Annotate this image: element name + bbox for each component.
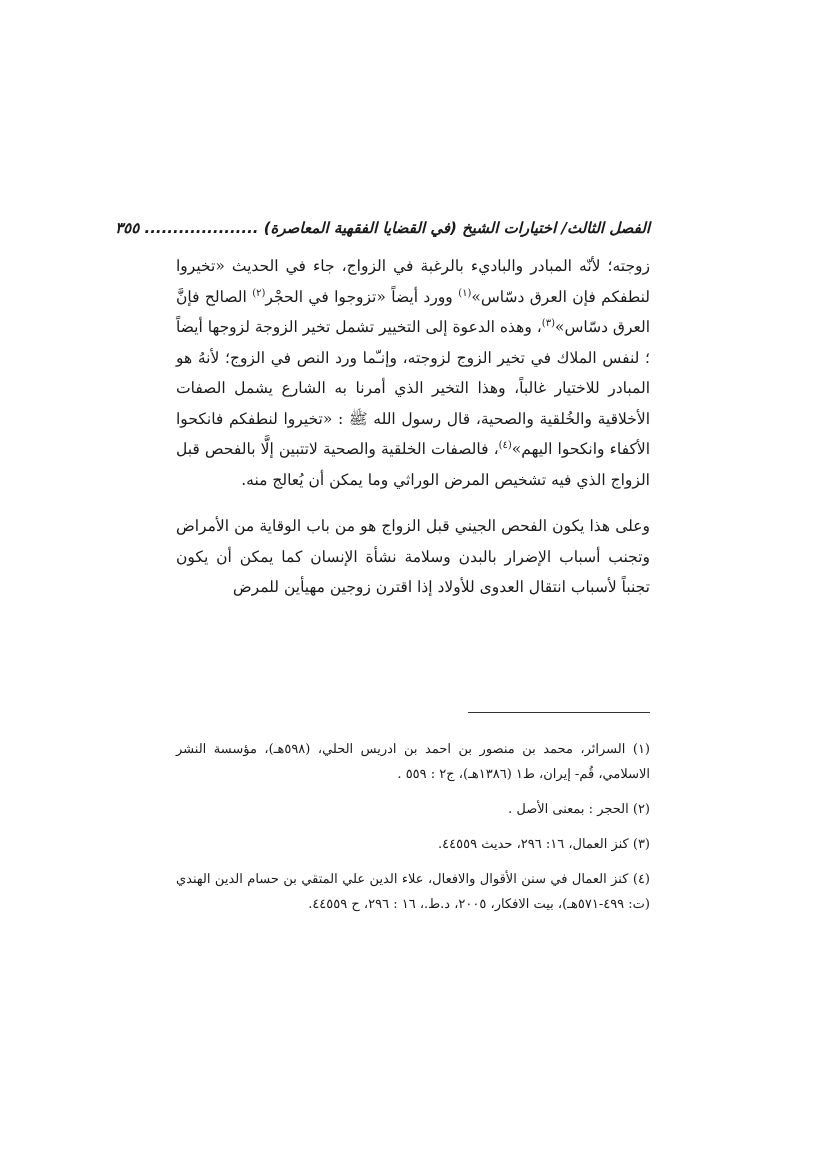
footnote-ref-4: (٤) xyxy=(498,439,512,451)
main-text xyxy=(176,251,650,603)
paragraph-1 xyxy=(176,251,650,495)
footnote-divider xyxy=(468,712,650,713)
paragraph-1-part-b: وورد أيضاً «تزوجوا في الحجْر xyxy=(265,287,459,306)
footnote-ref-3: (٣) xyxy=(541,317,555,329)
footnote-4: (٤) كنز العمال في سنن الأقوال والافعال، علاء الدين علي المتقي بن حسام الدين الهندي (ت: ٤٩٩-٥٧١هـ)، بيت الافكار، ٢٠٠٥، د.ط.، ١٦ : ٢٩٦، ح ٤٤٥٥٩. xyxy=(176,872,650,912)
paragraph-1-part-e: ، فالصفات الخلقية والصحية لاتتبين إلَّا بالفحص قبل الزواج الذي فيه تشخيص المرض الوراثي وما يمكن أن يُعالج منه. xyxy=(176,440,650,489)
footnote-ref-2: (٢) xyxy=(252,287,266,299)
running-header: الفصل الثالث/ اختيارات الشيخ (في القضايا الفقهية المعاصرة) .................... ٣٥٥ xyxy=(115,219,650,237)
paragraph-1-part-d: ، وهذه الدعوة إلى التخيير تشمل تخير الزوجة لزوجها أيضاً ؛ لنفس الملاك في تخير الزوج لزوجته، وإنـّما ورد النص في الزوج؛ لأنهُ هو المبادر للاختيار غالباً، وهذا التخير الذي أمرنا به الشارع يشمل الصفات الأخلاقية والخُلقية والصحية، قال رسول الله ﷺ : «تخيروا لنطفكم فانكحوا الأكفاء وانكحوا اليهم» xyxy=(176,318,650,458)
footnote-ref-1: (١) xyxy=(458,287,472,299)
paragraph-1-part-c: الصالح فإنَّ العرق دسّاس» xyxy=(176,287,651,336)
footnote-2: (٢) الحجر : بمعنى الأصل . xyxy=(508,802,650,817)
footnote-1: (١) السرائر، محمد بن منصور بن احمد بن ادريس الحلي، (٥٩٨هـ)، مؤسسة النشر الاسلامي، قُم- إيران، ط١ (١٣٨٦هـ)، ج٢ : ٥٥٩ . xyxy=(176,742,650,782)
paragraph-1-part-a: زوجته؛ لأنّه المبادر والباديء بالرغبة في الزواج، جاء في الحديث «تخيروا لنطفكم فإن العرق دسّاس» xyxy=(176,257,651,306)
footnote-3: (٣) كنز العمال، ١٦: ٢٩٦، حديث ٤٤٥٥٩. xyxy=(438,837,650,852)
paragraph-2: وعلى هذا يكون الفحص الجيني قبل الزواج هو من باب الوقاية من الأمراض وتجنب أسباب الإضرار بالبدن وسلامة نشأة الإنسان كما يمكن أن يكون تجنباً لأسباب انتقال العدوى للأولاد إذا اقترن زوجين مهيأين للمرض xyxy=(176,517,650,596)
footnotes xyxy=(176,737,650,927)
